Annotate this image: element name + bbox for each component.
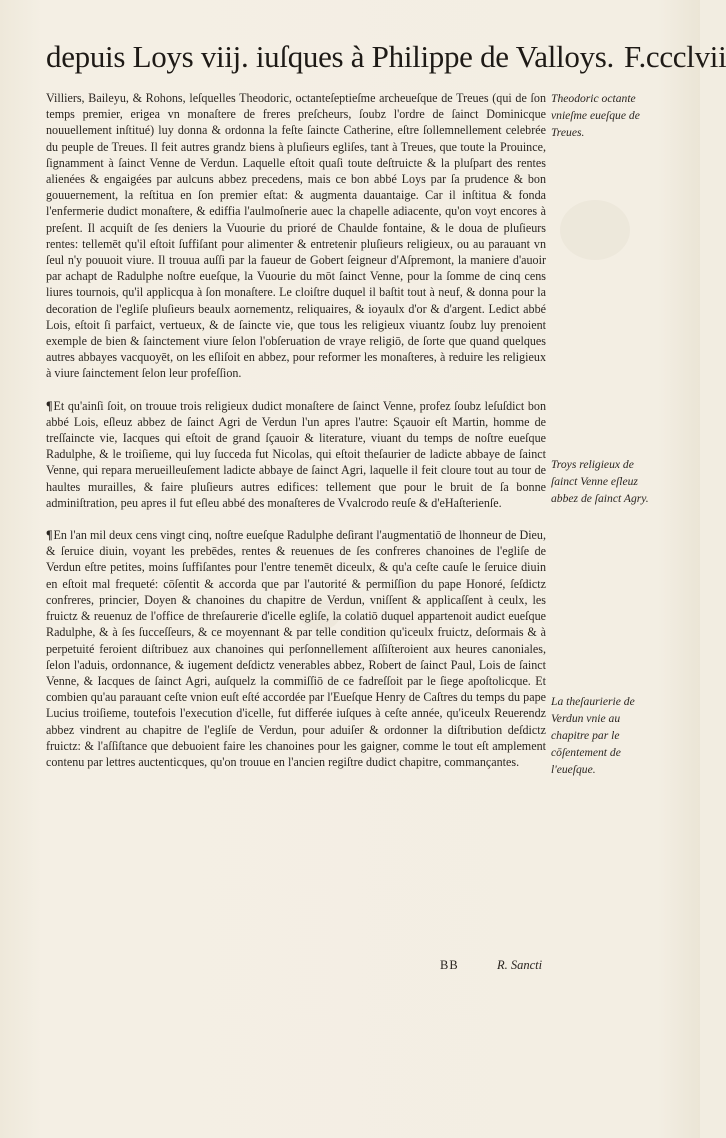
catchword: R. Sancti (497, 958, 543, 972)
running-head-title: depuis Loys viij. iuſques à Philippe de Valloys. (46, 39, 614, 74)
paragraph-1: Villiers, Baileyu, & Rohons, leſquelles Theodoric, octanteſeptieſme archeueſque de Treues (qui de ſon temps premier, erigea vn monaſtere de freres preſcheurs, ſoubz l'ordre de ſainct Dominicque nouuellement inſtitué) luy donna & ordonna la feſte ſaincte Catherine, eſtre ſollemnellement celebrée du peuple de Treues. Il feit autres grandz biens à pluſieurs egliſes, tant à Treues, que toute la Prouince, ſignamment à ſainct Venne de Verdun. Laquelle eſtoit quaſi toute deſtruicte & la pluſpart des rentes alienées & engaigées par aulcuns abbez precedens, mais ce bon abbé Loys par ſa prudence & bon gouuernement, la reſtitua en ſon premier eſtat: & augmenta dauantaige. Car il inſtitua & fonda l'enfermerie dudict monaſtere, & ediffia l'aulmoſnerie auec la chapelle adiacente, qu'on voyt encores à preſent. Il acquiſt de ſes deniers la Vuourie du prioré de Chaulde fontaine, & le doua de pluſieurs rentes: tellemēt qu'il eſtoit ſuffiſant pour alimenter & entretenir pluſieurs religieux, ou au parauant vn ſeul n'y pouuoit viure. Il trouua auſſi par la faueur de Gobert ſeigneur d'Aſpremont, la maniere d'auoir par achapt de Radulphe noſtre eueſque, la Vuourie du mōt ſainct Venne, pour la ſomme de cinq cens liures tournois, qu'il applicqua à ſon monaſtere. Le cloiſtre duquel il baſtit tout à neuf, & donna pour la decoration de l'egliſe pluſieurs beaulx aornementz, reliquaires, & ioyaulx d'or & d'argent. Ledict abbé Lois, eſtoit ſi parfaict, vertueux, & de ſaincte vie, que tous les religieux viuantz ſoubz luy prenoient exemple de bien & ſainctement viure ſelon l'obſeruation de vraye religiō, de ſorte que quand quelques autres abbayes vacquoyēt, on les eſliſoit en abbez, pour reformer les monaſteres, à reduire les religieux à viure ſainctement ſelon leur profeſſion. (46, 91, 546, 381)
margin-note-theodoric: Theodoric octante vnieſme eueſque de Treues. (551, 92, 640, 139)
margin-note-troys-religieux: Troys religieux de ſainct Venne eſleuz abbez de ſainct Agry. (551, 458, 649, 505)
folio-number: F.ccclvii (623, 39, 726, 74)
running-head (46, 39, 726, 74)
paper-stain (560, 200, 630, 260)
paragraph-2-text: Et qu'ainſi ſoit, on trouue trois religieux dudict monaſtere de ſainct Venne, profez ſoubz leſuſdict bon abbé Lois, eſleuz abbez de ſainct Agri de Verdun l'un apres l'autre: Sçauoir eſt Martin, homme de treſſaincte vie, Iacques qui eſtoit de grand ſçauoir & literature, viuant du temps de noſtre eueſque Radulphe, & le troiſieme, qui luy ſucceda fut Nicolas, qui eſtoit theſaurier de ladicte abbaye de ſainct Venne, qui repara merueilleuſement ladicte abbaye de ſainct Agri, laquelle il feit cloure tout au tour de haultes murailles, & faire pluſieurs autres edifices: tellement que pour le bruit de ſa bonne adminiſtration, peu apres il fut eſleu abbé des monaſteres de Vvalcrodo reuſe & d'eHaſterienſe. (46, 398, 546, 510)
main-text-column (46, 90, 546, 786)
margin-note-thesaurierie: La theſaurierie de Verdun vnie au chapitre par le cōſentement de l'eueſque. (551, 695, 635, 776)
signature-mark: BB (440, 958, 459, 972)
pilcrow-mark: ¶ (46, 528, 53, 543)
paragraph-3 (46, 527, 546, 770)
paragraph-3-text: En l'an mil deux cens vingt cinq, noſtre eueſque Radulphe deſirant l'augmentatiō de lhonneur de Dieu, & ſeruice diuin, voyant les prebēdes, rentes & reuenues de ſes confreres chanoines de l'egliſe de Verdun eſtre petites, moins ſuffiſantes pour l'entre tenemēt diceulx, & qu'a ceſte cauſe le ſeruice diuin en eſtoit mal frequeté: cōſentit & accorda que par l'autorité & permiſſion du pape Honoré, ſeſdictz confreres, princier, Doyen & chanoines du chapitre de Verdun, vniſſent & applicaſſent à ceulx, les fruictz & reuenuz de l'office de threſaurerie d'icelle egliſe, la colatiō duquel appartenoit audict eueſque Radulphe, & à ſes ſucceſſeurs, & ce moyennant & par telle condition qu'iceulx fruictz, deſormais & à perpetuité feroient diſtribuez aux chanoines qui perſonnellement aſſiſteroient aux heures canoniales, ſelon l'aduis, ordonnance, & iugement deſdictz venerables abbez, Robert de ſainct Paul, Lois de ſainct Venne, & Iacques de ſainct Agri, auſquelz la commiſſiō de ce fadreſſoit par le ſiege apoſtolicque. Et combien qu'au parauant ceſte vnion euſt eſté accordée par l'Eueſque Henry de Caſtres du temps du pape Lucius troiſieme, toutefois l'execution d'icelle, fut differée iuſques à ceſte année, qu'iceulx Reuerendz abbez vindrent au chapitre de l'egliſe de Verdun, pour aduiſer & ordonner la diſtribution deſdictz fruictz: & l'aſſiſtance que debuoient faire les chanoines pour les gaigner, comme le tout eſt amplement contenu par lettres auctenticques, qu'on trouue en l'ancien regiſtre dudict chapitre, commançantes. (46, 528, 546, 769)
pilcrow-mark: ¶ (46, 398, 53, 413)
paragraph-2 (46, 398, 546, 511)
